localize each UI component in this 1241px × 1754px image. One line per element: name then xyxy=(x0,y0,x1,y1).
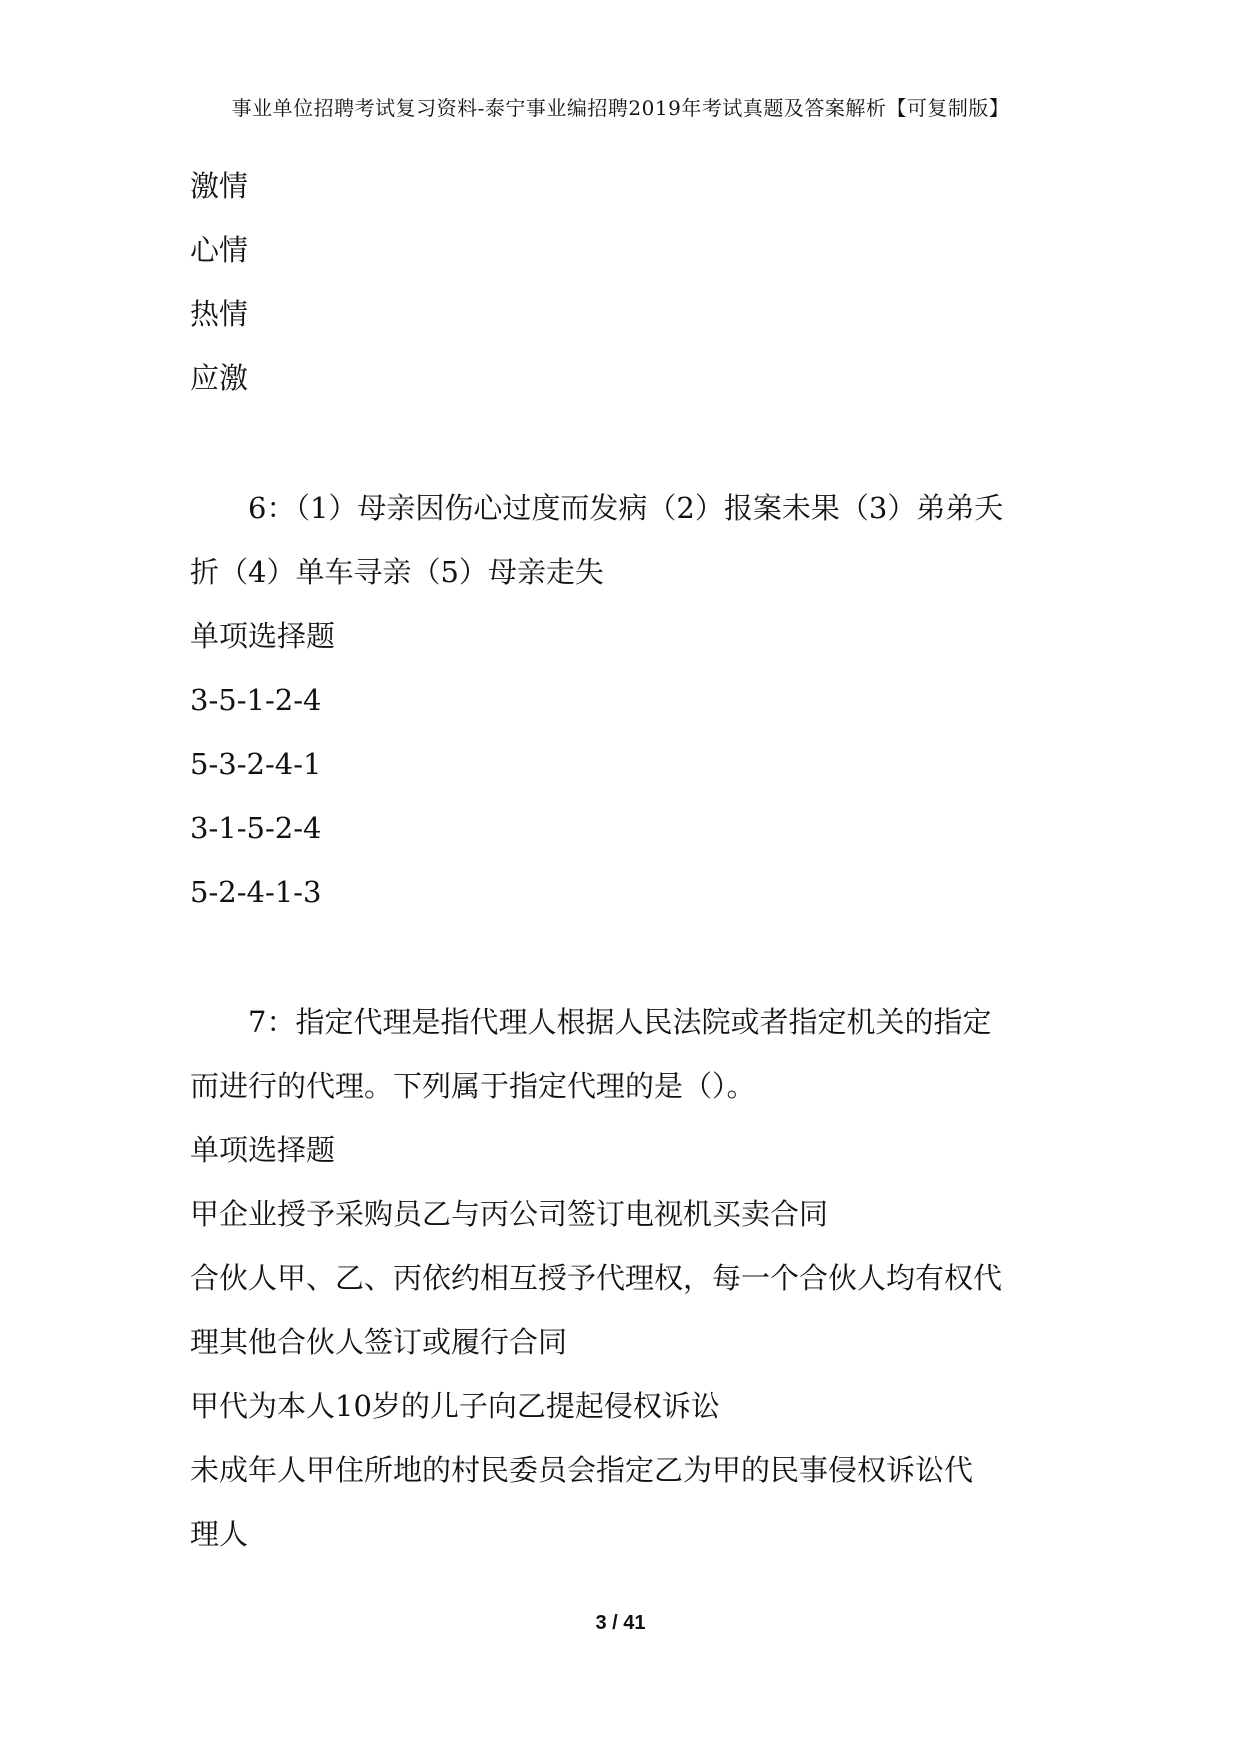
q7-option-c: 甲代为本人10岁的儿子向乙提起侵权诉讼 xyxy=(190,1389,720,1423)
q7-option-a: 甲企业授予采购员乙与丙公司签订电视机买卖合同 xyxy=(190,1197,829,1231)
q7-question-type: 单项选择题 xyxy=(190,1133,336,1167)
q5-option-d: 应激 xyxy=(190,361,249,395)
q6-option-d: 5-2-4-1-3 xyxy=(190,875,322,909)
q6-option-b: 5-3-2-4-1 xyxy=(190,747,322,781)
q7-option-b-line2: 理其他合伙人签订或履行合同 xyxy=(190,1325,568,1359)
q5-option-b: 心情 xyxy=(190,233,249,267)
q5-option-c: 热情 xyxy=(190,297,249,331)
q6-option-c: 3-1-5-2-4 xyxy=(190,811,322,845)
q7-option-d-line2: 理人 xyxy=(190,1517,249,1551)
q6-stem-line2: 折（4）单车寻亲（5）母亲走失 xyxy=(190,555,604,589)
q7-option-d-line1: 未成年人甲住所地的村民委员会指定乙为甲的民事侵权诉讼代 xyxy=(190,1453,974,1487)
page-number: 3 / 41 xyxy=(595,1612,646,1634)
q6-question-type: 单项选择题 xyxy=(190,619,336,653)
page-header: 事业单位招聘考试复习资料-泰宁事业编招聘2019年考试真题及答案解析【可复制版】 xyxy=(231,96,1010,120)
q5-option-a: 激情 xyxy=(190,169,249,203)
q6-option-a: 3-5-1-2-4 xyxy=(190,683,322,717)
q7-option-b-line1: 合伙人甲、乙、丙依约相互授予代理权，每一个合伙人均有权代 xyxy=(190,1261,1003,1295)
q7-stem-line1: 7：指定代理是指代理人根据人民法院或者指定机关的指定 xyxy=(248,1005,992,1039)
q6-stem-line1: 6：（1）母亲因伤心过度而发病（2）报案未果（3）弟弟夭 xyxy=(248,491,1004,525)
q7-stem-line2: 而进行的代理。下列属于指定代理的是（）。 xyxy=(190,1069,756,1103)
